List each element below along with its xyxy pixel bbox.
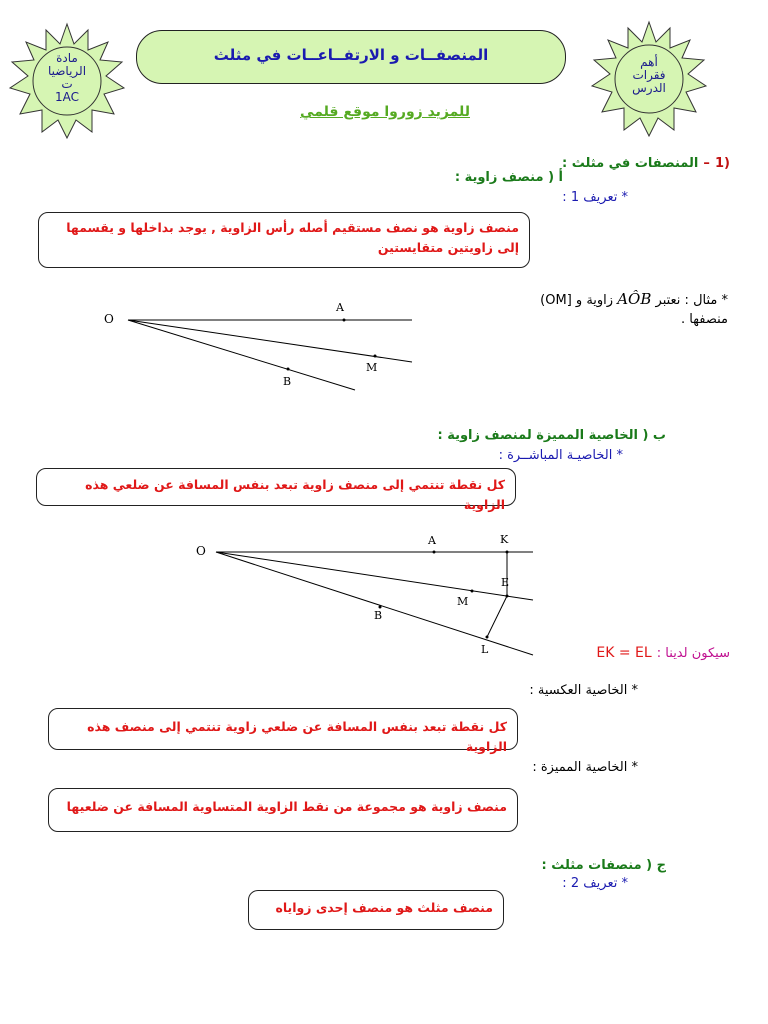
website-link[interactable]: للمزيد زوروا موقع قلمي: [300, 104, 470, 120]
figure1-angle-bisector: [90, 292, 430, 402]
definition2-text: منصف مثلث هو منصف إحدى زواياه: [275, 900, 493, 915]
subsection-c-heading: ج ( منصفات مثلث :: [541, 858, 666, 873]
point-k-label: K: [500, 533, 509, 546]
inverse-property-label: * الخاصية العكسية :: [529, 683, 638, 698]
left-star-line3: الدرس: [632, 81, 666, 95]
point-a-label: A: [336, 301, 344, 314]
example-intro: * مثال : نعتبر: [655, 293, 728, 308]
conclusion-label: سيكون لدينا :: [656, 646, 730, 661]
point-m-label: M: [457, 595, 469, 608]
figure2-equidistance: [188, 530, 548, 660]
characteristic-property-box: [48, 788, 518, 832]
characteristic-property-label: * الخاصية المميزة :: [532, 760, 638, 775]
left-star-badge: [8, 22, 126, 140]
right-star-line1: مادة: [56, 51, 78, 65]
right-star-line2: الرياضيا: [47, 64, 87, 78]
conclusion-equation: EK = EL: [596, 645, 652, 661]
right-star-line3: ت: [61, 77, 73, 91]
point-a-label: A: [428, 534, 436, 547]
subsection-a-heading: أ ( منصف زاوية :: [454, 170, 563, 185]
definition1-box: [38, 212, 530, 268]
direct-property-box: [36, 468, 516, 512]
point-l-label: L: [481, 643, 489, 656]
inverse-property-box: [48, 708, 518, 754]
point-m-label: M: [366, 361, 378, 374]
characteristic-property-text: منصف زاوية هو مجموعة من نقط الزاوية المتساوية المسافة عن ضلعيها: [66, 799, 507, 814]
inverse-property-text: كل نقطة تبعد بنفس المسافة عن ضلعي زاوية تنتمي إلى منصف هذه الزاوية: [87, 719, 507, 754]
definition1-label: * تعريف 1 :: [562, 190, 628, 205]
point-e-label: E: [501, 576, 510, 589]
direct-property-text: كل نقطة تنتمي إلى منصف زاوية تبعد بنفس المسافة عن ضلعي هذه الزاوية: [85, 477, 505, 512]
conclusion-line: [596, 642, 730, 661]
section1-heading: [562, 152, 730, 171]
section-dash: –: [703, 156, 710, 171]
definition2-label: * تعريف 2 :: [562, 876, 628, 891]
point-o-label: O: [104, 312, 114, 326]
example-line2: منصفها .: [681, 312, 728, 327]
point-b-label: B: [374, 609, 383, 622]
right-star-badge: [590, 20, 708, 138]
point-o-label: O: [196, 544, 206, 558]
page-title: المنصفــات و الارتفــاعــات في مثلث: [213, 46, 489, 64]
example-line1: [540, 290, 728, 308]
angle-aob: AÔB: [617, 290, 652, 308]
direct-property-label: * الخاصيـة المباشــرة :: [498, 448, 623, 463]
left-star-line2: فقرات: [632, 68, 666, 82]
point-b-label: B: [283, 375, 292, 388]
left-star-line1: أهم: [640, 55, 658, 69]
example-rest: زاوية و [OM): [540, 293, 614, 308]
subsection-b-heading: ب ( الخاصية المميزة لمنصف زاوية :: [437, 428, 666, 443]
definition1-text: منصف زاوية هو نصف مستقيم أصله رأس الزاوية , يوجد بداخلها و يقسمها إلى زاويتين متقايستين: [66, 220, 519, 255]
title-banner: [136, 30, 566, 84]
definition2-box: [248, 890, 504, 930]
section-number: (1: [715, 156, 730, 171]
section-title: المنصفات في مثلث :: [561, 156, 699, 171]
right-star-line4: 1AC: [54, 90, 79, 104]
